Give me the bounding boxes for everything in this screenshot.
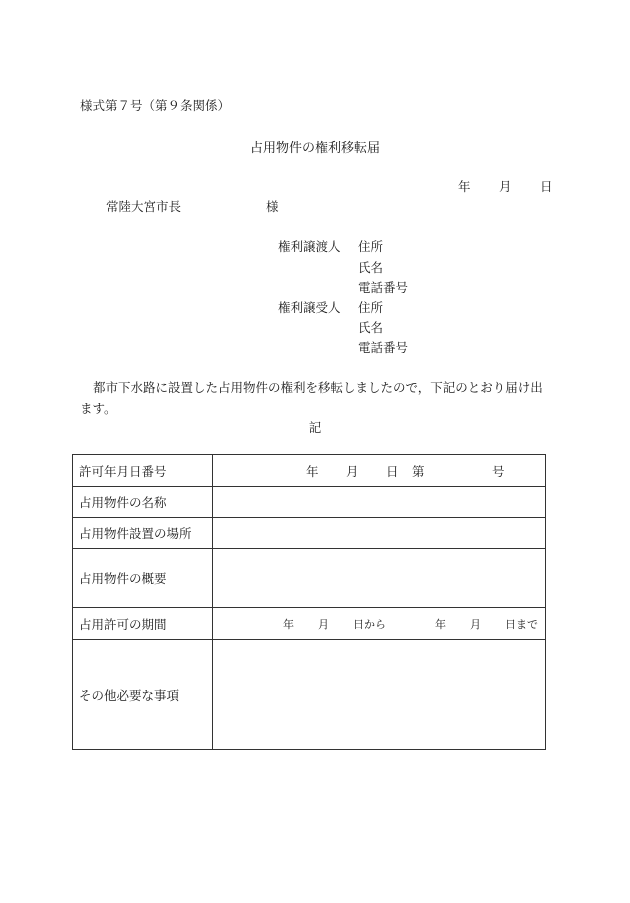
ki-heading: 記 (308, 420, 322, 435)
permit-dai-label: 第 (412, 463, 425, 479)
table-row (73, 640, 546, 750)
table-row (73, 455, 546, 487)
transferor-role: 権利譲渡人 (278, 239, 341, 254)
body-text: 都市下水路に設置した占用物件の権利を移転しましたので，下記のとおり届け出ます。 (80, 380, 543, 416)
permit-label: 許可年月日番号 (73, 455, 213, 487)
location-label: 占用物件設置の場所 (73, 518, 213, 549)
permit-year-label: 年 (306, 463, 319, 479)
transferor-address-label: 住所 (358, 239, 384, 254)
transferee-role: 権利譲受人 (278, 300, 341, 315)
date-year-label: 年 (458, 179, 471, 194)
transferee-address-label: 住所 (358, 300, 384, 315)
permit-go-label: 号 (492, 463, 505, 479)
date-month-label: 月 (499, 179, 512, 194)
transferor-phone-label: 電話番号 (358, 280, 409, 295)
location-value-cell[interactable] (213, 518, 546, 549)
period-from-month-label: 月 (318, 617, 329, 631)
permit-value-cell[interactable] (213, 455, 546, 487)
permit-month-label: 月 (346, 463, 359, 479)
table-row (73, 549, 546, 608)
permit-day-label: 日 (386, 463, 399, 479)
period-from-day-label: 日から (353, 617, 386, 631)
transferee-phone-label: 電話番号 (358, 340, 409, 355)
table-row (73, 518, 546, 549)
period-from-year-label: 年 (283, 617, 294, 631)
period-value-cell[interactable] (213, 608, 546, 640)
form-number: 様式第７号（第９条関係） (80, 98, 231, 113)
name-label: 占用物件の名称 (73, 487, 213, 518)
table-row (73, 487, 546, 518)
other-label: その他必要な事項 (73, 640, 213, 750)
transferor-name-label: 氏名 (358, 260, 384, 275)
overview-label: 占用物件の概要 (73, 549, 213, 608)
period-label: 占用許可の期間 (73, 608, 213, 640)
date-day-label: 日 (540, 179, 553, 194)
name-value-cell[interactable] (213, 487, 546, 518)
addressee-honorific: 様 (266, 199, 279, 214)
period-to-month-label: 月 (470, 617, 481, 631)
addressee-name: 常陸大宮市長 (106, 199, 182, 214)
overview-value-cell[interactable] (213, 549, 546, 608)
table-row (73, 608, 546, 640)
info-table (72, 454, 546, 750)
transferee-name-label: 氏名 (358, 320, 384, 335)
period-to-day-label: 日まで (505, 617, 538, 631)
other-value-cell[interactable] (213, 640, 546, 750)
period-to-year-label: 年 (435, 617, 446, 631)
document-title: 占用物件の権利移転届 (249, 141, 380, 156)
